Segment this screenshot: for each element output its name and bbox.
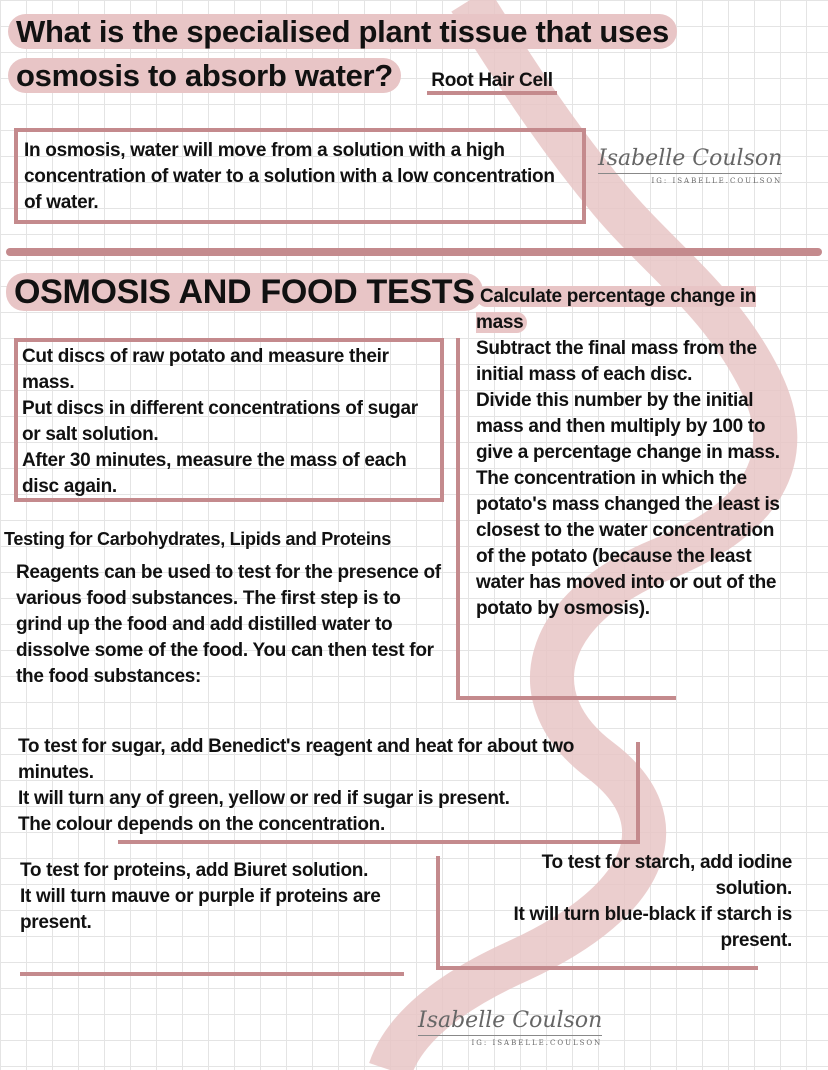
rule <box>436 966 758 970</box>
method-step: Cut discs of raw potato and measure their mass. <box>22 346 389 393</box>
signature-logo-footer: Isabelle Coulson IG: ISABELLE.COULSON <box>418 1008 603 1047</box>
answer: Root Hair Cell <box>427 70 556 95</box>
food-tests-heading: Testing for Carbohydrates, Lipids and Proteins <box>4 529 391 549</box>
percentage-heading: Calculate percentage change in mass <box>476 286 757 333</box>
rule <box>456 696 676 700</box>
divider <box>6 248 822 256</box>
signature-logo: Isabelle Coulson IG: ISABELLE.COULSON <box>598 146 783 185</box>
percentage-line: Divide this number by the initial mass and then multiply by 100 to give a percentage change in mass. <box>476 390 780 463</box>
sugar-test: To test for sugar, add Benedict's reagent and heat for about two minutes. It will turn any of green, yellow or red if sugar is present. The colour depends on the concentration. <box>18 736 575 835</box>
percentage-section <box>476 284 796 622</box>
starch-test: To test for starch, add iodine solution. It will turn blue-black if starch is present. <box>513 852 792 951</box>
percentage-line: The concentration in which the potato's mass changed the least is closest to the water concentration of the potato (because the least water has moved into or out of the potato by osmosis). <box>476 468 780 619</box>
rule <box>436 856 440 970</box>
question-line-1: What is the specialised plant tissue that uses <box>8 14 677 49</box>
rule <box>118 840 640 844</box>
question-line-2: osmosis to absorb water? <box>8 58 401 93</box>
percentage-line: Subtract the final mass from the initial mass of each disc. <box>476 338 757 385</box>
food-tests-intro: Reagents can be used to test for the presence of various food substances. The first step is to grind up the food and add distilled water to dissolve some of the food. You can then test for the food substances: <box>16 562 441 687</box>
definition-text: In osmosis, water will move from a solution with a high concentration of water to a solution with a low concentration of water. <box>24 140 555 213</box>
method-step: Put discs in different concentrations of sugar or salt solution. <box>22 398 418 445</box>
section-title: OSMOSIS AND FOOD TESTS <box>6 270 483 314</box>
vertical-rule <box>456 338 460 698</box>
rule <box>20 972 404 976</box>
question-heading <box>8 10 677 103</box>
potato-method <box>22 344 438 500</box>
protein-test: To test for proteins, add Biuret solution. It will turn mauve or purple if proteins are present. <box>20 860 381 933</box>
method-step: After 30 minutes, measure the mass of each disc again. <box>22 450 407 497</box>
rule <box>636 742 640 842</box>
